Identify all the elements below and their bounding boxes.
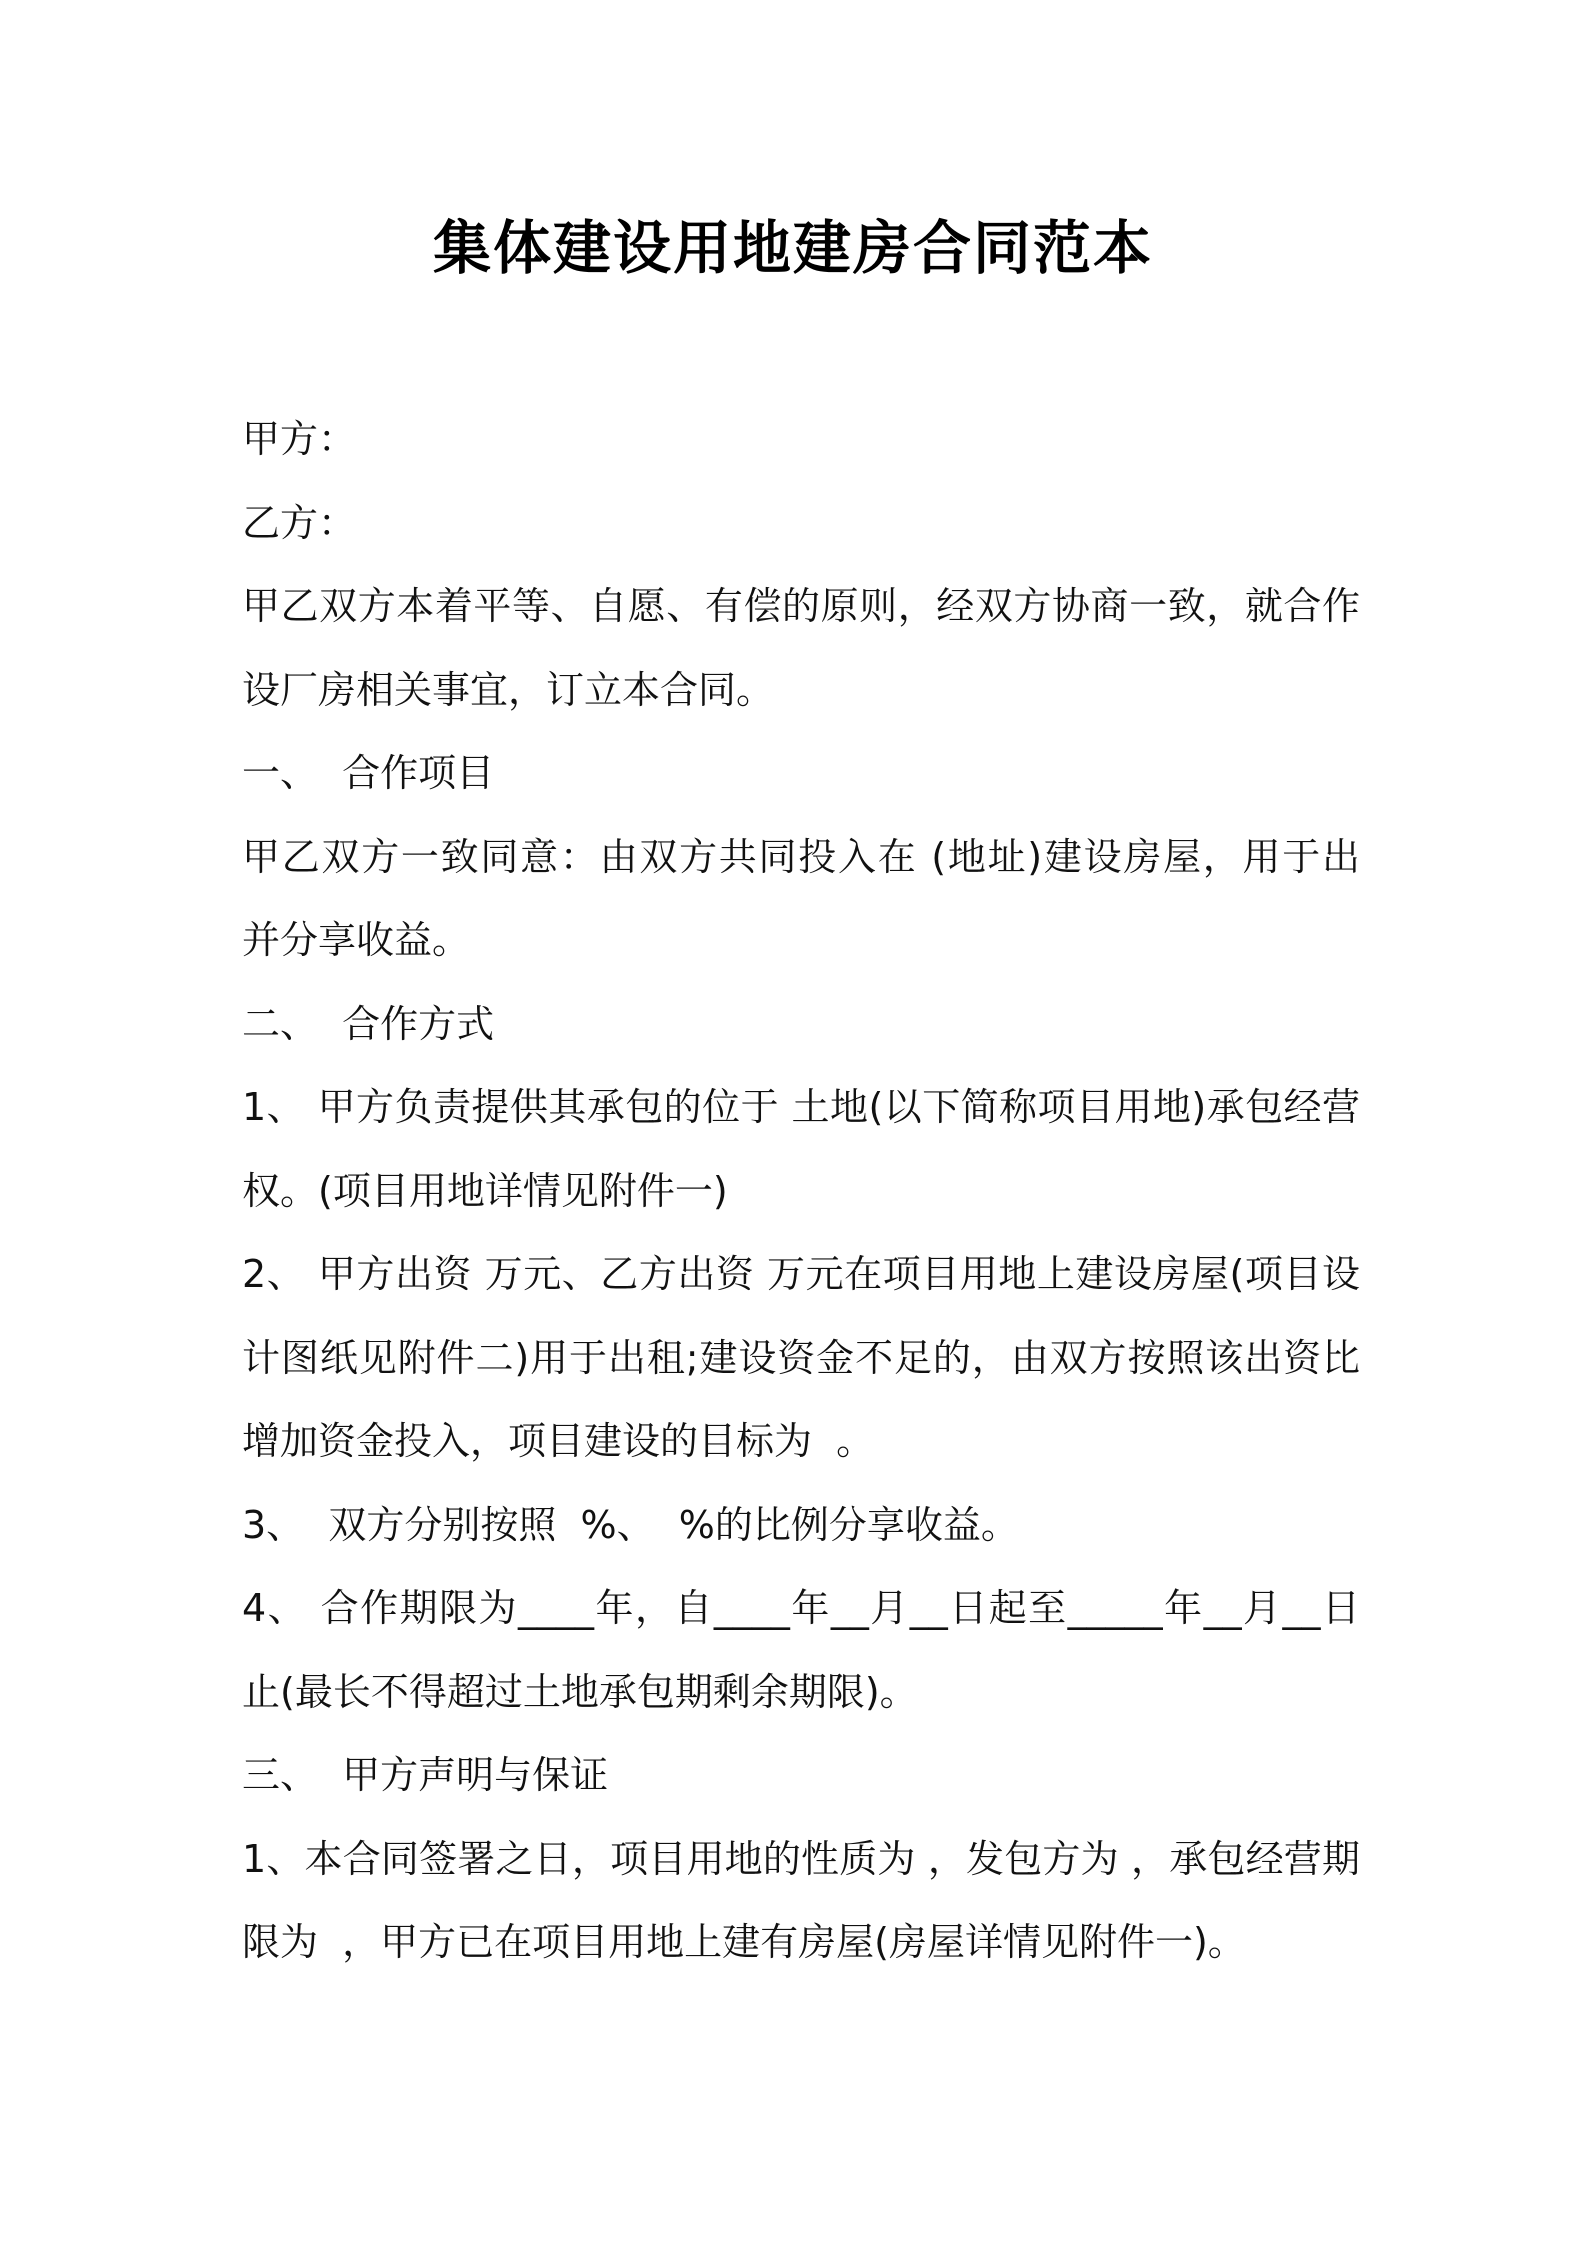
clause-line: 限为 ，甲方已在项目用地上建有房屋(房屋详情见附件一)。 <box>242 1920 1246 1964</box>
clause-line: 增加资金投入，项目建设的目标为 。 <box>242 1419 875 1463</box>
clause-line: 止(最长不得超过土地承包期剩余期限)。 <box>242 1669 918 1714</box>
section-heading-2: 二、 合作方式 <box>242 1001 495 1046</box>
clause-line: 计图纸见附件二)用于出租;建设资金不足的，由双方按照该出资比 <box>242 1335 1360 1380</box>
party-a-line: 甲方： <box>242 417 357 461</box>
clause-line: 3、 双方分别按照 %、 %的比例分享收益。 <box>242 1502 1019 1547</box>
preamble-line-2: 设厂房相关事宜，订立本合同。 <box>242 667 775 712</box>
section-heading-1: 一、 合作项目 <box>242 751 495 795</box>
clause-line: 权。(项目用地详情见附件一) <box>242 1168 728 1213</box>
paragraph-line: 甲乙双方一致同意：由双方共同投入在 (地址)建设房屋，用于出 <box>242 834 1360 879</box>
clause-line: 2、 甲方出资 万元、乙方出资 万元在项目用地上建设房屋(项目设 <box>242 1252 1360 1296</box>
section-heading-3: 三、 甲方声明与保证 <box>242 1753 609 1797</box>
paragraph-line: 并分享收益。 <box>242 918 471 962</box>
clause-line: 4、 合作期限为____年，自____年__月__日起至_____年__月__日 <box>242 1586 1360 1630</box>
clause-line: 1、 甲方负责提供其承包的位于 土地(以下简称项目用地)承包经营 <box>242 1085 1360 1129</box>
preamble-line-1: 甲乙双方本着平等、自愿、有偿的原则，经双方协商一致，就合作 <box>242 584 1360 628</box>
document-body <box>242 398 1360 1985</box>
party-b-line: 乙方： <box>242 500 357 545</box>
document-title: 集体建设用地建房合同范本 <box>432 214 1153 282</box>
clause-line: 1、本合同签署之日，项目用地的性质为 ，发包方为 ，承包经营期 <box>242 1836 1360 1881</box>
